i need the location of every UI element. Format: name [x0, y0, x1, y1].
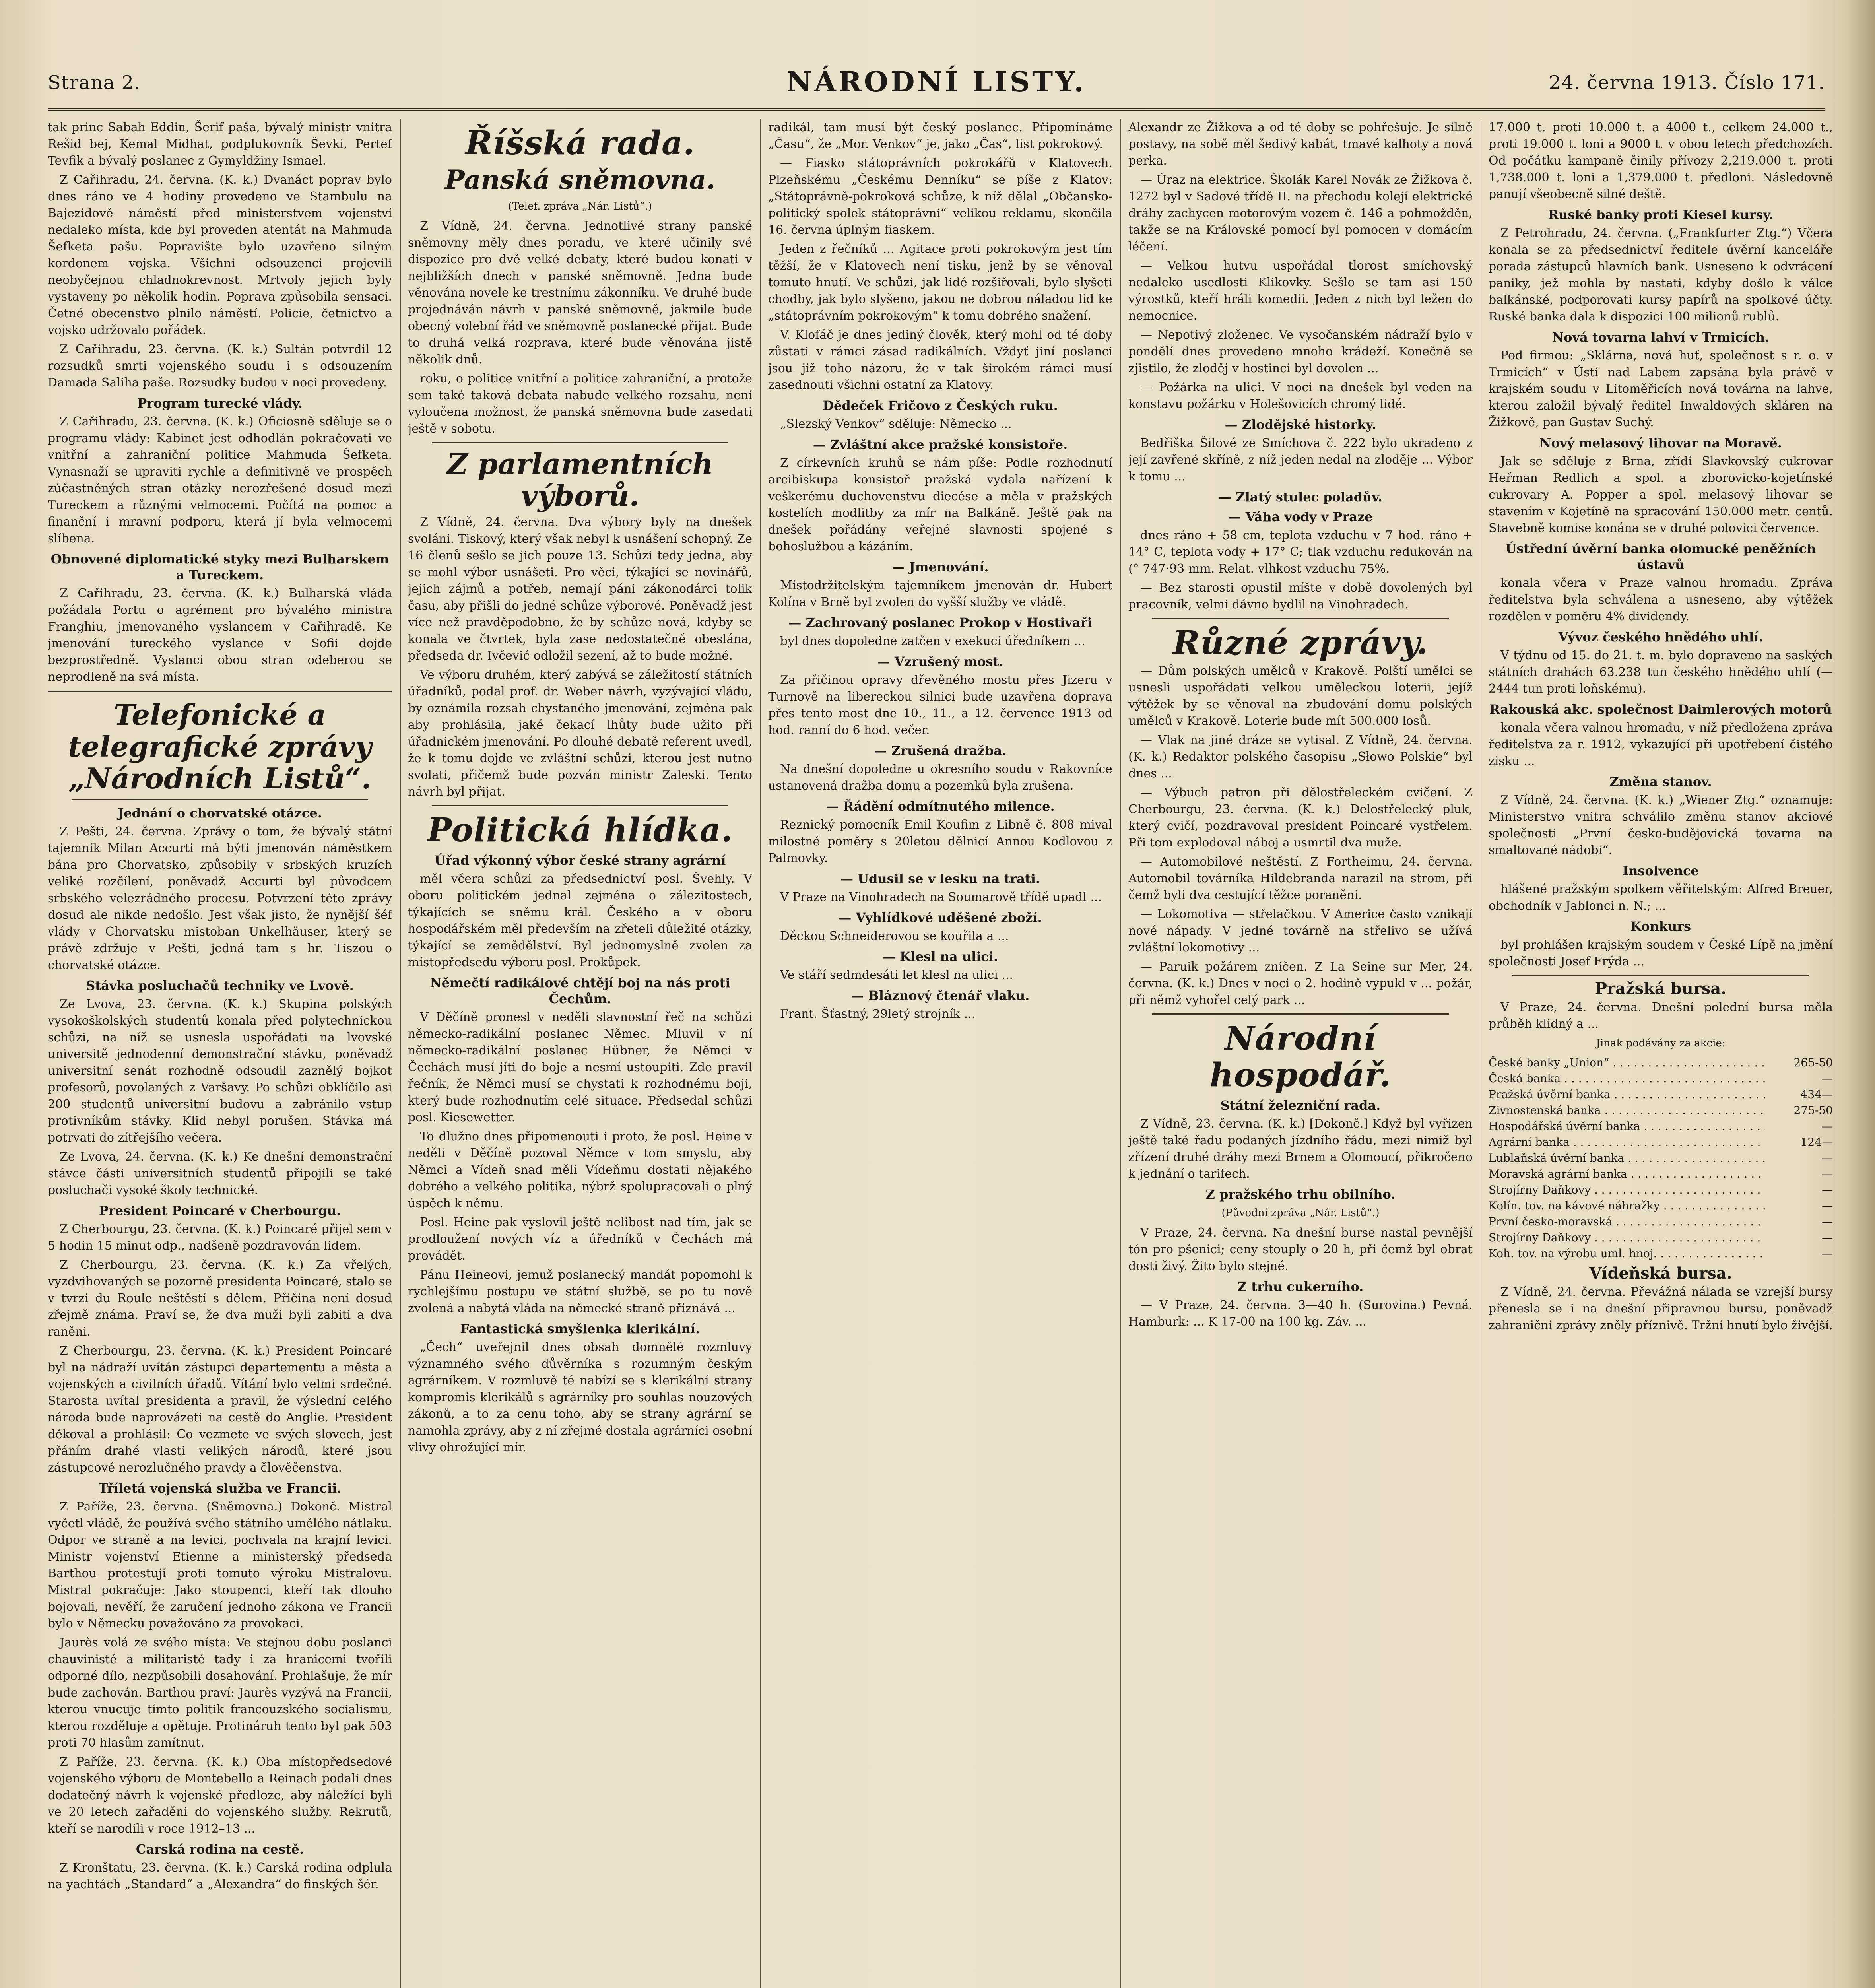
article-paragraph: Posl. Heine pak vyslovil ještě nelibost nad tím, jak se prodloužení nových víz a úředníků v Čechách má provádět. [408, 1215, 752, 1263]
section-subheading: Jednání o chorvatské otázce. [118, 806, 322, 821]
section-subheading: Z pražského trhu obilního. [1205, 1187, 1396, 1202]
page-binding-shadow [1847, 0, 1875, 1988]
article-paragraph: Z Vídně, 24. června. Dva výbory byly na dnešek svoláni. Tiskový, který však nebyl k usnášení schopný. Ze 16 členů sešlo se jich pouze 13. Schůzi tedy jedna, aby se mohl výbor usnášeti. Pro věci, týkající se novinářů, jejich zájmů a potřeb, nemají páni zákonodárci tolik času, aby přišli do jedné schůze výborové. Poněvadž jest více než pravděpodobno, že by schůze nová, kdyby se konala ve čtvrtek, byla zase nedostatečně obeslána, předseda dr. Ivčević odložil sezení, až to bude možné. [408, 515, 752, 663]
issue-date: 24. června 1913. Číslo 171. [1549, 72, 1825, 94]
stock-value: — [1822, 1151, 1833, 1165]
section-rule [1152, 1013, 1449, 1015]
section-subheading: — Udusil se v lesku na trati. [840, 871, 1040, 886]
article-paragraph: Z Paříže, 23. června. (K. k.) Oba místopředsedové vojenského výboru de Montebello a Reinach podali dnes dodatečný návrh k vojenské předloze, aby náležící byli ve 20 letech zařaděni do vojenského služby. Rekrutů, kteří se narodili v roce 1912–13 ... [48, 1755, 392, 1836]
section-subheading: — Zrušená dražba. [874, 743, 1007, 758]
article-paragraph: Ve stáří sedmdesáti let klesl na ulici ... [780, 968, 1013, 982]
article-paragraph: — Fiasko státoprávních pokrokářů v Klatovech. Plzeňskému „Českému Denníku“ se píše z Klatov: „Státoprávně-pokroková schůze, k níž dělal „Občansko-politický spolek státoprávní“ velikou reklamu, skončila 16. června úplným fiaskem. [768, 156, 1112, 237]
article-paragraph: Z Vídně, 24. června. Převážná nálada se vzrejší bursy přenesla se i na dnešní připravnou bursu, poněvadž zahraniční zprávy zněly příznivě. Tržní hnutí bylo živější. [1489, 1285, 1833, 1332]
stock-row [1489, 1134, 1833, 1150]
stock-name: Koh. tov. na výrobu uml. hnoj. . . . [1489, 1246, 1765, 1262]
article-paragraph: — Výbuch patron při dělostřeleckém cvičení. Z Cherbourgu, 23. června. (K. k.) Delostřelecký pluk, který cvičí, pozdravoval president Poincaré vystřelem. Při tom explodoval náboj a usmrtil dva muže. [1128, 786, 1473, 850]
stock-name: Lublaňská úvěrní banka . . . [1489, 1150, 1765, 1166]
section-subheading: Nový melasový lihovar na Moravě. [1539, 435, 1782, 450]
section-rule [432, 805, 728, 806]
article-paragraph: byl prohlášen krajským soudem v České Lípě na jmění společnosti Josef Frýda ... [1489, 938, 1833, 969]
section-subheading: Nová tovarna lahví v Trmicích. [1552, 330, 1770, 345]
stock-value: 434— [1800, 1088, 1833, 1101]
section-subheading-large: Panská sněmovna. [444, 164, 716, 195]
section-subheading: Stávka posluchačů techniky ve Lvově. [86, 978, 354, 993]
article-paragraph: Z Vídně, 24. června. Jednotlivé strany panské sněmovny měly dnes poradu, ve které učinily své dispozice pro dvě velké debaty, které budou konati v nejbližších dnech v panské sněmovně. Jedna bude věnována novele ke trestnímu zákonníku. Ve druhé bude projednáván návrh v panské sněmovně, jakmile bude obecný volební řád ve sněmovně poslanecké přijat. Bude to druhá velká rozprava, které bude věnována jistě několik dnů. [408, 219, 752, 367]
article-paragraph: roku, o politice vnitřní a politice zahraniční, a protože sem také taková debata nabude velkého rozsahu, není vyloučena možnost, že panská sněmovna bude zasedati ještě v sobotu. [408, 372, 752, 436]
stock-name: Zivnostenská banka . . . [1489, 1103, 1765, 1118]
stock-name: Strojírny Daňkovy . . . [1489, 1230, 1765, 1246]
stock-value: 265-50 [1793, 1056, 1833, 1069]
stock-row [1489, 1150, 1833, 1166]
section-subheading: Z trhu cukerního. [1237, 1279, 1364, 1294]
article-paragraph: měl včera schůzi za předsednictví posl. Švehly. V oboru politickém jednal zejména o zálezitostech, týkajících se sněmu král. Českého a v oboru hospodářském měl především na zřeteli důležité otázky, týkající se zemědělství. Byl jednomyslně zvolen za místopředsedu výboru posl. Prokůpek. [408, 872, 752, 969]
article-paragraph: konala včera valnou hromadu, v níž předložena zpráva ředitelstva za r. 1912, vykazující při upotřebení čistého zisku ... [1489, 721, 1833, 768]
section-subheading: — Zlatý stulec poladův. [1219, 489, 1382, 505]
article-paragraph: Z Petrohradu, 24. června. („Frankfurter Ztg.“) Včera konala se za předsednictví ředitele úvěrní kanceláře porada zástupců hlavních bank. Usneseno k odvrácení paniky, jež mohla by nastati, kdyby došlo k válce balkánské, podporovati kursy papírů na spolkové účty. Ruské banka dala k dispozici 100 milionů rublů. [1489, 226, 1833, 324]
article-paragraph: — Lokomotiva — střelačkou. V Americe často vznikají nové nápady. V jedné továrně na střelivo se užívá zvláštní lokomotivy ... [1128, 907, 1473, 955]
article-paragraph: — Vlak na jiné dráze se vytisal. Z Vídně, 24. června. (K. k.) Redaktor polského časopisu „Słowo Polskie“ byl dnes ... [1128, 733, 1473, 780]
section-subheading: — Váha vody v Praze [1228, 509, 1373, 524]
article-paragraph: dnes ráno + 58 cm, teplota vzduchu v 7 hod. ráno + 14° C, teplota vody + 17° C; tlak vzduchu redukován na (° 747·93 mm. Relat. vlhkost vzduchu 75%. [1128, 528, 1473, 576]
telegraph-note: (Původní zpráva „Nár. Listů“.) [1221, 1207, 1380, 1219]
column-divider [400, 119, 401, 1988]
section-subheading: — Klesl na ulici. [882, 949, 998, 964]
article-paragraph: Na dnešní dopoledne u okresního soudu v Rakovníce ustanovená dražba domu a pozemků byla zrušena. [768, 762, 1112, 793]
section-heading: Z parlamentních výborů. [446, 447, 714, 513]
section-subheading: — Řádění odmítnutého milence. [826, 799, 1055, 814]
column-3 [768, 119, 1112, 1988]
article-paragraph: — Velkou hutvu uspořádal tlorost smíchovský nedaleko usedlosti Klikovky. Sešlo se tam asi 150 výrostků, kteří hráli komedii. Jeden z nich byl ležen do nemocnice. [1128, 259, 1473, 323]
stock-value: 124— [1800, 1136, 1833, 1149]
article-paragraph: — Bez starosti opustil míšte v době dovolených byl pracovník, velmi dávno bydlil na Vinohradech. [1128, 581, 1473, 612]
header-rule [48, 108, 1825, 111]
article-paragraph: V týdnu od 15. do 21. t. m. bylo dopraveno na saských státních drahách 63.238 tun českého hnědého uhlí (— 2444 tun proti loňskému). [1489, 648, 1833, 696]
article-paragraph: — Úraz na elektrice. Školák Karel Novák ze Žižkova č. 1272 byl v Sadové třídě II. na přechodu kolejí elektrické dráhy zachycen motorovým vozem č. 146 a pohmožděn, takže se na Královské pomocí byl pomocen v domácím léčení. [1128, 173, 1473, 254]
stock-value: — [1822, 1167, 1833, 1180]
stock-name: První česko-moravská . . . [1489, 1214, 1765, 1230]
article-paragraph: Frant. Šťastný, 29letý strojník ... [780, 1007, 976, 1021]
article-paragraph: Jak se sděluje z Brna, zřídí Slavkovský cukrovar Heřman Redlich a spol. a zborovicko-kojetínské cukrovary A. Popper a spol. melasový lihovar se stavením v Kojetíně na spracování 150.000 metr. centů. Stavebně komise konána se v druhé polovici července. [1489, 454, 1833, 535]
section-heading: Říšská rada. [465, 124, 695, 162]
article-paragraph: — Dům polských umělců v Krakově. Polští umělci se usnesli uspořádati velkou uměleckou loterii, jejíž výtěžek by se věnoval na zbudování domu polských umělců v Krakově. Loterie bude mít 500.000 losů. [1128, 664, 1473, 728]
article-paragraph: Z Cherbourgu, 23. června. (K. k.) President Poincaré byl na nádraží uvítán zástupci departementu a města a vojenských a civilních úřadů. Vítání bylo velmi srdečné. Starosta uvítal presidenta a pravil, že výslední celého národa bude naprovázeti na cestě do Anglie. President děkoval a prohlásil: Co vezmete ve svých slovech, jest přáním drahé vlasti velikých národů, které jsou zástupcové nerozlučného pravdy a člověčenstva. [48, 1344, 392, 1475]
section-subheading: President Poincaré v Cherbourgu. [99, 1203, 341, 1218]
stock-row [1489, 1198, 1833, 1214]
column-1 [48, 119, 392, 1988]
article-paragraph: Pod firmou: „Sklárna, nová huť, společnost s r. o. v Trmicích“ v Ústí nad Labem zapsána byla právě v krajském soudu v Litoměřicích nová továrna na lahve, kterou založil bývalý ředitel Inwaldových skláren na Žižkově, pan Gustav Suchý. [1489, 349, 1833, 429]
section-subheading: Fantastická smyšlenka klerikální. [460, 1321, 700, 1336]
stock-row [1489, 1055, 1833, 1071]
section-subheading: — Vzrušený most. [877, 654, 1003, 669]
article-paragraph: Reznický pomocník Emil Koufim z Libně č. 808 mival milostné poměry s 20letou dělnicí Annou Kodlovou z Palmovky. [768, 818, 1112, 865]
article-paragraph: V Praze, 24. června. Dnešní polední bursa měla průběh klidný a ... [1489, 1000, 1833, 1031]
stock-value: — [1822, 1183, 1833, 1196]
page-header [48, 65, 1825, 111]
article-paragraph: Ze Lvova, 23. června. (K. k.) Skupina polských vysokoškolských studentů konala před polytechnickou schůzi, na níž se usnesla uspořádati na lvovské universitě jednodenní demonstrační stávku, poněvadž universitní senát rozhodně odsoudil zaznělý bojkot profesorů, povolaných z Varšavy. Po schůzi obklíčilo asi 200 studentů universitní budovu a zabránilo vstup protivníkům stávky. Klid nebyl porušen. Stávka má potrvati do zítřejšího večera. [48, 997, 392, 1145]
section-subheading: Vývoz českého hnědého uhlí. [1558, 629, 1763, 645]
article-paragraph: Z Cherbourgu, 23. června. (K. k.) Za vřelých, vyzdvihovaných se pozorně presidenta Poincaré, stalo se v tvrzi du Roule neštěstí s dělem. Přičina není dosud zřejmě známa. Praví se, že dva muži byli zabiti a dva raněni. [48, 1258, 392, 1339]
stock-list-caption: Jinak podávány za akcie: [1596, 1037, 1726, 1049]
stock-name: Moravská agrární banka . . . [1489, 1166, 1765, 1182]
article-paragraph: Z Cařihradu, 23. června. (K. k.) Bulharská vláda požádala Portu o agrément pro bývalého ministra Franghiu, jmenovaného vyslancem v Cařihradě. Ke jmenování tureckého vyslance v Sofii dojde bezprostředně. Vyslanci obou stran odeberou se neprodleně na svá místa. [48, 586, 392, 684]
section-subheading: — Bláznový čtenář vlaku. [851, 988, 1030, 1003]
article-paragraph: Děckou Schneiderovou se kouřila a ... [780, 929, 1009, 943]
article-paragraph: — V Praze, 24. června. 3—40 h. (Surovina.) Pevná. Hamburk: ... K 17-00 na 100 kg. Záv. ... [1128, 1298, 1473, 1329]
article-paragraph: Jaurès volá ze svého místa: Ve stejnou dobu poslanci chauvinisté a militaristé tady i za hranicemi tvořili odporné dílo, nezpůsobili dosahování. Prohlašuje, že mír bude zachován. Barthou praví: Jaurès vyzývá na Francii, kterou vnucuje tímto politik francouzského socialismu, kterou rozděluje a opětuje. Protináruh tento byl pak 503 proti 70 hlasům zamítnut. [48, 1636, 392, 1750]
section-heading: Vídeňská bursa. [1589, 1264, 1732, 1283]
section-subheading: Insolvence [1623, 863, 1699, 878]
article-paragraph: Z Pešti, 24. června. Zprávy o tom, že bývalý státní tajemník Milan Accurti má býti jmenován náměstkem bána pro Chorvatsko, způsobily v srbských kruzích veliké rozčílení, poněvadž Accurti byl původcem srbského velezrádného procesu. Potvrzení této zprávy dosud ale nikde nedošlo. Jest však jisto, že nynější šéf vlády v Chorvatsku mistoban Unkelhäuser, který se právě zdržuje v Pešti, jedná tam s hr. Tiszou o chorvatské otázce. [48, 825, 392, 972]
article-paragraph: Z Kronštatu, 23. června. (K. k.) Carská rodina odplula na yachtách „Standard“ a „Alexandra“ do finských šér. [48, 1861, 392, 1891]
stock-name: Kolín. tov. na kávové náhražky . . . [1489, 1198, 1765, 1214]
page-number: Strana 2. [48, 72, 141, 94]
column-divider [1120, 119, 1121, 1988]
stock-row [1489, 1166, 1833, 1182]
stock-name: Pražská úvěrní banka . . . [1489, 1087, 1765, 1103]
stock-value: — [1822, 1120, 1833, 1133]
article-paragraph: Z církevních kruhů se nám píše: Podle rozhodnutí arcibiskupa konsistoř pražská vydala nařízení k veškerému duchovenstvu diecése a měla v pražských kostelích modlitby za mír na Balkáně. Ještě pak na dnešek pořádány veřejné slavnosti spojené s bohoslužbou a kázáním. [768, 456, 1112, 553]
article-paragraph: tak princ Sabah Eddin, Šerif paša, bývalý ministr vnitra Rešid bej, Kemal Midhat, podplukovník Ševki, Pertef Tevfik a bývalý poslanec z Gymyldžiny Ismael. [48, 120, 392, 168]
article-paragraph: — Paruik požárem zničen. Z La Seine sur Mer, 24. června. (K. k.) Dnes v noci o 2. hodině vypukl v ... požár, při němž vyhořel celý park ... [1128, 960, 1473, 1007]
article-paragraph: Za přičinou opravy dřevěného mostu přes Jizeru v Turnově na libereckou silnici bude uzavřena doprava přes tento most dne 10., 11., a 12. července 1913 od hod. ranní do 6 hod. večer. [768, 673, 1112, 737]
stock-row [1489, 1087, 1833, 1103]
stock-row [1489, 1182, 1833, 1198]
stock-name: Česká banka . . . [1489, 1071, 1765, 1087]
article-paragraph: radikál, tam musí být český poslanec. Připomínáme „Času“, že „Mor. Venkov“ je, jako „Čas“, list pokrokový. [768, 120, 1112, 151]
section-subheading: Ústřední úvěrní banka olomucké peněžních ústavů [1505, 541, 1816, 572]
article-paragraph: Z Cařihradu, 24. června. (K. k.) Dvanáct poprav bylo dnes ráno ve 4 hodiny provedeno ve Stambulu na Bajezidově náměstí před ministerstvem vojenství nedaleko místa, kde byl proveden atentát na Mahmuda Šefketa pašu. Popravište bylo uzavřeno silným kordonem vojska. Všichni odsouzenci projevili neobyčejnou chladnokrevnost. Mrtvoly jejich byly vystaveny po několik hodin. Poprava způsobila sensaci. Četné obecenstvo plnilo náměstí. Policie, četnictvo a vojsko udržovalo pořádek. [48, 173, 392, 337]
article-paragraph: Alexandr ze Žižkova a od té doby se pohřešuje. Je silně postavy, na sobě měl šedivý kabát, tmavé kalhoty a nová perka. [1128, 120, 1473, 168]
article-paragraph: Pánu Heineovi, jemuž poslanecký mandát popomohl k rychlejšímu postupu ve státní službě, se po tu nově zvolená a nabytá vláda na německé straně přiznává ... [408, 1268, 752, 1315]
stock-row [1489, 1103, 1833, 1118]
section-subheading: — Jmenování. [892, 559, 989, 575]
article-paragraph: Z Vídně, 24. června. (K. k.) „Wiener Ztg.“ oznamuje: Ministerstvo vnitra schválilo změnu stanov akciové společnosti „První česko-budějovická tovarna na smaltované nádobí“. [1489, 793, 1833, 857]
article-paragraph: Ve výboru druhém, který zabývá se záležitostí státních úřadníků, podal prof. dr. Weber návrh, vyzývající vládu, by oznámila rozsah chystaného jmenování, zejména pak aby prohlásila, jaké čekací lhůty bude užito při úřadnickém jmenování. Po dlouhé debatě referent uvedl, že k tomu dojde ve zvláštní schůzi, kterou jest nutno svolati, přičemž bude pozván ministr Zaleski. Tento návrh byl přijat. [408, 668, 752, 799]
section-subheading: Úřad výkonný výbor české strany agrární [434, 853, 726, 868]
article-paragraph: byl dnes dopoledne zatčen v exekuci úředníkem ... [780, 634, 1085, 648]
section-subheading: Ruské banky proti Kiesel kursy. [1548, 207, 1774, 222]
section-subheading: Obnovené diplomatické styky mezi Bulharskem a Tureckem. [50, 551, 389, 582]
article-paragraph: Z Paříže, 23. června. (Sněmovna.) Dokonč. Mistral vyčetl vládě, že používá svého státního umělého nátlaku. Odpor ve straně a na levici, pochvala na krajní levici. Ministr vojenství Etienne a ministerský předseda Barthou protestují proti tomuto výroku Mistralovu. Mistral pokračuje: Jako stoupenci, kteří tak dlouho bojovali, nevěří, že zaručení jednoho zákona ve Francii bylo v Německu považováno za provokaci. [48, 1500, 392, 1631]
stock-row [1489, 1214, 1833, 1230]
stock-row [1489, 1071, 1833, 1087]
section-rule [1512, 975, 1809, 976]
article-paragraph: Z Cherbourgu, 23. června. (K. k.) Poincaré přijel sem v 5 hodin 15 minut odp., nadšeně pozdravován lidem. [48, 1222, 392, 1253]
section-subheading: Konkurs [1630, 919, 1691, 934]
section-rule [48, 691, 392, 693]
stock-list [1489, 1055, 1833, 1262]
article-paragraph: — Nepotivý zloženec. Ve vysočanském nádraží bylo v pondělí dnes provedeno mnoho krádeží. Konečně se zjistilo, že zloděj v hostinci byl dovolen ... [1128, 328, 1473, 375]
article-paragraph: 17.000 t. proti 10.000 t. a 4000 t., celkem 24.000 t., proti 19.000 t. loni a 9000 t. v obou letech předchozích. Od počátku kampaně činily přívozy 2,219.000 t. proti 1,738.000 t. loni a 1,379.000 t. předloni. Následovně panují všeobecně silné deště. [1489, 120, 1833, 201]
article-paragraph: To dlužno dnes připomenouti i proto, že posl. Heine v neděli v Děčíně pozoval Němce v tom smyslu, aby Němci a Vídeň snad měli Vídeňmu dostati nějakého dobrého a velkého politika, nýbrž spolupracovali o plný úspěch k němu. [408, 1130, 752, 1210]
section-subheading: Carská rodina na cestě. [136, 1842, 304, 1857]
section-heading: Telefonické a telegrafické zprávy „Národních Listů“. [68, 698, 372, 795]
stock-value: — [1822, 1215, 1833, 1228]
article-paragraph: konala včera v Praze valnou hromadu. Zpráva ředitelstva byla schválena a usneseno, aby výtěžek rozdělen v poměru 4% dividendy. [1489, 576, 1833, 623]
section-subheading: — Zvláštní akce pražské konsistoře. [813, 437, 1068, 452]
stock-name: České banky „Union“ . . . [1489, 1055, 1765, 1071]
section-subheading: Změna stanov. [1609, 774, 1712, 789]
stock-value: — [1822, 1072, 1833, 1085]
article-paragraph: Jeden z řečníků ... Agitace proti pokrokovým jest tím těžší, že v Klatovech není tisku, jenž by se věnoval tomuto hnutí. Ve schůzi, jak lidé rozšiřovali, bylo slyšeti chodby, jak bylo slyšeno, jakou ne dobrou náladou lid ke „státoprávním pokrokovým“ k tomu dobrého snažení. [768, 242, 1112, 323]
article-paragraph: V Děčíně pronesl v neděli slavnostní řeč na schůzi německo-radikální poslanec Němec. Mluvil v ní německo-radikální poslanec Hübner, že Němci v Čechách musí jíti do boje a nesmí ustoupiti. Zde pravil řečník, že Němci musí se chystati k rozhodnému boji, který bude rozhodnutím celé situace. Předsedal schůzi posl. Kiesewetter. [408, 1010, 752, 1124]
column-2 [408, 119, 752, 1988]
section-subheading: Tříletá vojenská služba ve Francii. [98, 1481, 342, 1496]
article-paragraph: V. Klofáč je dnes jediný člověk, který mohl od té doby zůstati v rámci zásad radikálních. Vždyť jiní poslanci jsou již toho názoru, že v tak širokém rámci musí zasednouti všichni ostatní za Klatovy. [768, 328, 1112, 392]
article-paragraph: — Požárka na ulici. V noci na dnešek byl veden na konstavu požárku v Holešovicích chromý lidé. [1128, 381, 1473, 411]
article-paragraph: Z Cařihradu, 23. června. (K. k.) Sultán potvrdil 12 rozsudků smrti vojenského soudu i s odsouzením Damada Saliha paše. Rozsudky budou v noci provedeny. [48, 342, 392, 390]
section-subheading: Rakouská akc. společnost Daimlerových motorů [1489, 702, 1832, 717]
column-divider [760, 119, 761, 1988]
article-paragraph: V Praze, 24. června. Na dnešní burse nastal pevnější tón pro pšenici; ceny stouply o 20 h, při čemž byl obrat dosti živý. Žito bylo stejné. [1128, 1226, 1473, 1273]
section-subheading: — Zachrovaný poslanec Prokop v Hostivaři [788, 615, 1092, 630]
article-paragraph: Místodržitelským tajemníkem jmenován dr. Hubert Kolína v Brně byl zvolen do vyšší služby ve vládě. [768, 579, 1112, 609]
section-rule [1152, 618, 1449, 619]
section-subheading: Dědeček Fričovo z Českých ruku. [823, 398, 1058, 413]
stock-row [1489, 1246, 1833, 1262]
section-subheading: Státní železniční rada. [1220, 1098, 1381, 1113]
section-heading: Pražská bursa. [1595, 979, 1727, 998]
article-paragraph: Bedřiška Šilové ze Smíchova č. 222 bylo ukradeno z její zavřené skříně, z níž jeden nedal na zloděje ... Výbor k tomu ... [1128, 436, 1473, 483]
section-subheading: Program turecké vlády. [137, 396, 303, 411]
section-rule [72, 799, 368, 800]
article-paragraph: hlášené pražským spolkem věřitelským: Alfred Breuer, obchodník v Jablonci n. N.; ... [1489, 882, 1833, 913]
stock-value: — [1822, 1247, 1833, 1260]
section-subheading: — Vyhlídkové uděšené zboží. [839, 910, 1042, 925]
article-paragraph: Z Cařihradu, 23. června. (K. k.) Oficiosně sděluje se o programu vlády: Kabinet jest odhodlán pokračovati ve vnitřní a zahraniční politice Mahmuda Šefketa. Vynasnaží se upraviti rychle a definitivně ve prospěch zúčastněných stran otázky nerozřešené dosud mezi Tureckem a různými velmocemi. Počítá na pomoc a finanční i mravní podporu, která jí byla velmocemi slíbena. [48, 415, 392, 546]
article-paragraph: „Čech“ uveřejnil dnes obsah domnělé rozmluvy významného svého důvěrníka s rozumným českým agrárníkem. V rozmluvě té nabízí se s klerikální strany kompromis klerikálů s agrárníky pro souhlas nouzových zákonů, a to za cenu toho, aby se strany agrární se namohla zprávy, aby z ní zřejmé dostala agrárníci osobní vlivy ohrožující mír. [408, 1340, 752, 1454]
stock-name: Strojírny Daňkovy . . . [1489, 1182, 1765, 1198]
stock-value: — [1822, 1199, 1833, 1212]
article-paragraph: V Praze na Vinohradech na Soumarově třídě upadl ... [780, 890, 1102, 904]
section-subheading: — Zlodějské historky. [1225, 417, 1376, 432]
section-heading: Různé zprávy. [1172, 624, 1429, 662]
section-rule [432, 442, 728, 443]
stock-row [1489, 1230, 1833, 1246]
stock-value: — [1822, 1231, 1833, 1244]
section-heading: Národní hospodář. [1209, 1019, 1392, 1094]
article-paragraph: „Slezský Venkov“ sděluje: Německo ... [780, 417, 1012, 431]
column-4 [1128, 119, 1473, 1988]
section-subheading: Němečtí radikálové chtějí boj na nás proti Čechům. [430, 975, 730, 1006]
article-columns [48, 119, 1833, 1988]
section-heading: Politická hlídka. [427, 811, 733, 849]
telegraph-note: (Telef. zpráva „Nár. Listů“.) [508, 200, 652, 212]
masthead-title: NÁRODNÍ LISTY. [786, 65, 1086, 98]
stock-name: Hospodářská úvěrní banka . . . [1489, 1118, 1765, 1134]
stock-value: 275-50 [1793, 1104, 1833, 1117]
stock-name: Agrární banka . . . [1489, 1134, 1765, 1150]
column-5 [1489, 119, 1833, 1988]
article-paragraph: Ze Lvova, 24. června. (K. k.) Ke dnešní demonstrační stávce části universitních studentů připojili se také posluchači vysoké školy technické. [48, 1150, 392, 1197]
article-paragraph: Z Vídně, 23. června. (K. k.) [Dokonč.] Když byl vyřizen ještě také řadu podaných jízdního řádu, mezi nimiž byl zřízení druhé dráhy mezi Brnem a Olomoucí, přikročeno k jednání o tarifech. [1128, 1117, 1473, 1181]
article-paragraph: — Automobilové neštěstí. Z Fortheimu, 24. června. Automobil továrníka Hildebranda narazil na strom, při čemž byli dva cestující těžce poraněni. [1128, 855, 1473, 902]
stock-row [1489, 1118, 1833, 1134]
